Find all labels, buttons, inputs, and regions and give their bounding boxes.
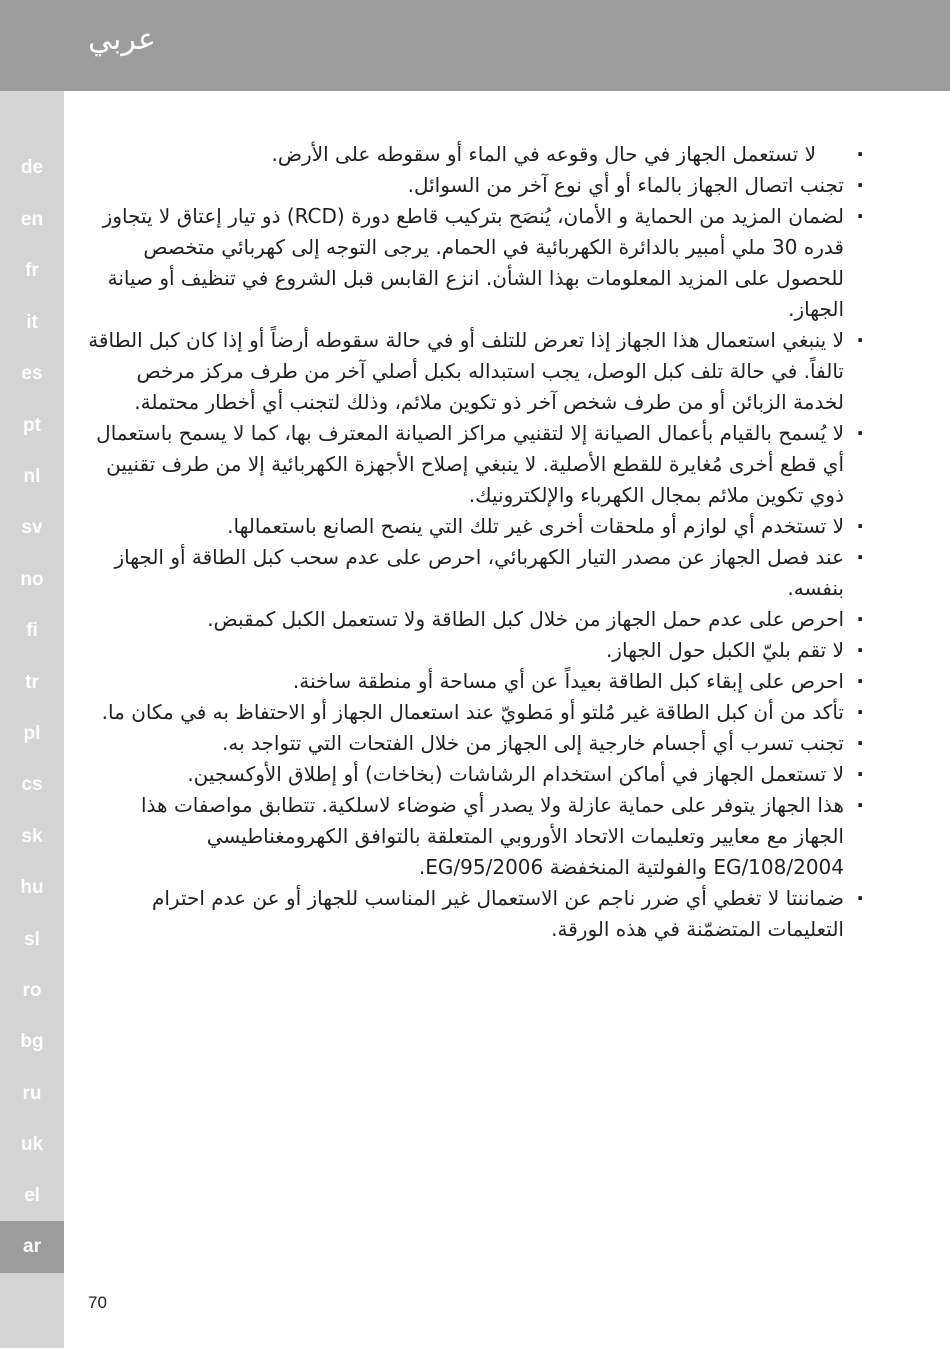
lang-tab-sv[interactable]: sv <box>21 517 43 538</box>
lang-tab-hu[interactable]: hu <box>20 877 44 898</box>
language-sidebar <box>0 91 64 1348</box>
list-item: · لا تستخدم أي لوازم أو ملحقات أخرى غير تلك التي ينصح الصانع باستعمالها. <box>86 511 866 542</box>
lang-tab-bg[interactable]: bg <box>20 1031 44 1052</box>
lang-tab-sl[interactable]: sl <box>24 929 40 950</box>
lang-tab-nl[interactable]: nl <box>23 466 41 487</box>
lang-tab-de[interactable]: de <box>20 157 44 178</box>
lang-tab-ro[interactable]: ro <box>22 980 42 1001</box>
instructions-content <box>86 139 866 945</box>
lang-tab-ar[interactable]: ar <box>0 1221 64 1273</box>
lang-tab-fr[interactable]: fr <box>25 260 39 281</box>
lang-tab-cs[interactable]: cs <box>21 774 43 795</box>
list-item: · لا تستعمل الجهاز في أماكن استخدام الرشاشات (بخاخات) أو إطلاق الأوكسجين. <box>86 759 866 790</box>
list-item: · تجنب تسرب أي أجسام خارجية إلى الجهاز من خلال الفتحات التي تتواجد به. <box>86 728 866 759</box>
lang-tab-es[interactable]: es <box>21 363 43 384</box>
list-item: · تجنب اتصال الجهاز بالماء أو أي نوع آخر من السوائل. <box>86 170 866 201</box>
lang-tab-uk[interactable]: uk <box>20 1134 44 1155</box>
list-item: · لا ينبغي استعمال هذا الجهاز إذا تعرض للتلف أو في حالة سقوطه أرضاً أو إذا كان كبل الطاقة تالفاً. في حالة تلف كبل الوصل، يجب استبداله بكبل أصلي آخر من طرف مركز مرخص لخدمة الزبائن أو من طرف شخص آخر ذو تكوين ملائم، وذلك لتجنب أي أخطار محتملة. <box>86 325 866 418</box>
list-item: · لضمان المزيد من الحماية و الأمان، يُنصَح بتركيب قاطع دورة (RCD) ذو تيار إعتاق لا يتجاوز قدره 30 ملي أمبير بالدائرة الكهربائية في الحمام. يرجى التوجه إلى كهربائي متخصص للحصول على المزيد المعلومات بهذا الشأن. انزع القابس قبل الشروع في تنظيف أو صيانة الجهاز. <box>86 201 866 325</box>
list-item: · لا تستعمل الجهاز في حال وقوعه في الماء أو سقوطه على الأرض. <box>86 139 866 170</box>
list-item: · لا تقم بليّ الكبل حول الجهاز. <box>86 635 866 666</box>
list-item: · احرص على إبقاء كبل الطاقة بعيداً عن أي مساحة أو منطقة ساخنة. <box>86 666 866 697</box>
lang-tab-pt[interactable]: pt <box>23 415 41 436</box>
lang-tab-ru[interactable]: ru <box>22 1083 42 1104</box>
page-header <box>0 0 950 91</box>
safety-instructions-list <box>86 139 866 945</box>
list-item: · ضماننتا لا تغطي أي ضرر ناجم عن الاستعمال غير المناسب للجهاز أو عن عدم احترام التعليمات المتضمّنة في هذه الورقة. <box>86 883 866 945</box>
language-title: عربي <box>88 22 156 57</box>
lang-tab-sk[interactable]: sk <box>21 826 43 847</box>
lang-tab-fi[interactable]: fi <box>26 620 38 641</box>
list-item: · لا يُسمح بالقيام بأعمال الصيانة إلا لتقنيي مراكز الصيانة المعترف بها، كما لا يسمح باستعمال أي قطع أخرى مُغايرة للقطع الأصلية. لا ينبغي إصلاح الأجهزة الكهربائية إلا من طرف تقنيين ذوي تكوين ملائم بمجال الكهرباء والإلكترونيك. <box>86 418 866 511</box>
page-number: 70 <box>88 1293 107 1312</box>
lang-tab-en[interactable]: en <box>20 209 44 230</box>
list-item: · هذا الجهاز يتوفر على حماية عازلة ولا يصدر أي ضوضاء لاسلكية. تتطابق مواصفات هذا الجهاز مع معايير وتعليمات الاتحاد الأوروبي المتعلقة بالتوافق الكهرومغناطيسي EG/108/2004 والفولتية المنخفضة EG/95/2006. <box>86 790 866 883</box>
lang-tab-it[interactable]: it <box>26 312 38 333</box>
list-item: · احرص على عدم حمل الجهاز من خلال كبل الطاقة ولا تستعمل الكبل كمقبض. <box>86 604 866 635</box>
lang-tab-no[interactable]: no <box>20 569 44 590</box>
list-item: · عند فصل الجهاز عن مصدر التيار الكهربائي، احرص على عدم سحب كبل الطاقة أو الجهاز بنفسه. <box>86 542 866 604</box>
lang-tab-pl[interactable]: pl <box>23 723 41 744</box>
list-item: · تأكد من أن كبل الطاقة غير مُلتو أو مَطويّ عند استعمال الجهاز أو الاحتفاظ به في مكان ما. <box>86 697 866 728</box>
lang-tab-tr[interactable]: tr <box>25 672 39 693</box>
lang-tab-el[interactable]: el <box>24 1185 40 1206</box>
